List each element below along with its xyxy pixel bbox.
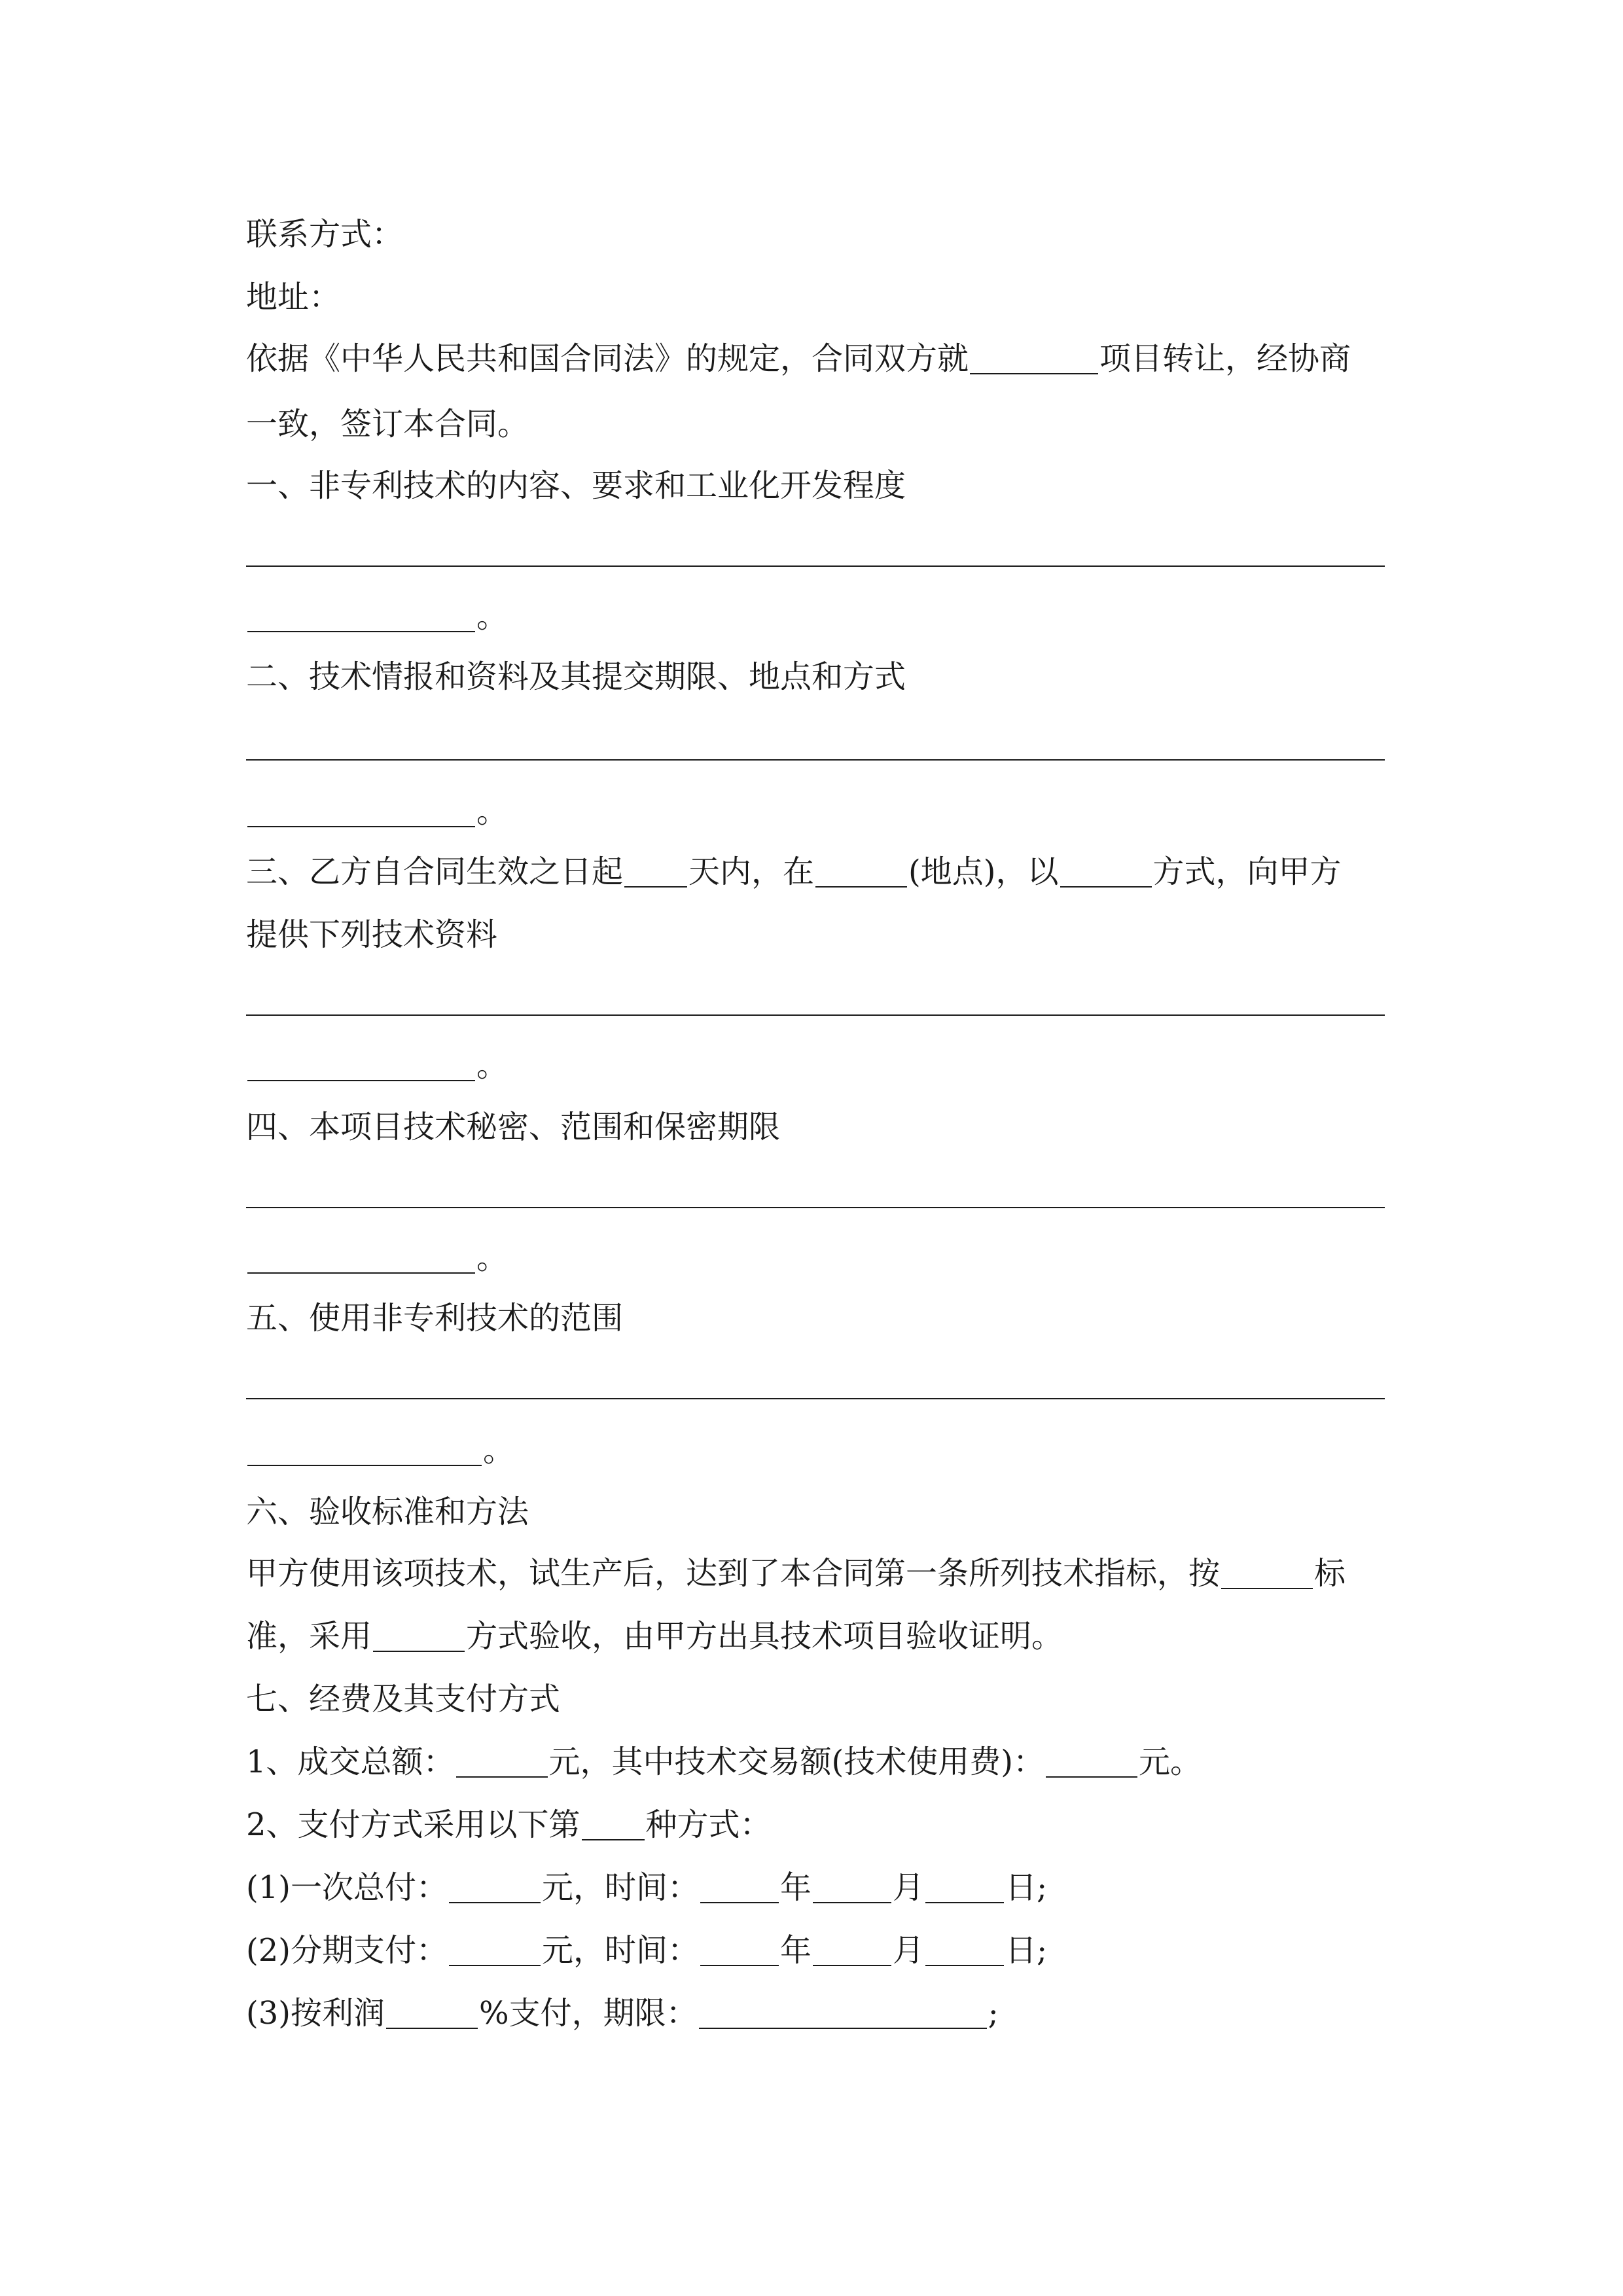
location-blank (815, 855, 907, 888)
contact-line (246, 215, 1385, 254)
section-text: (1)一次总付： (246, 1869, 448, 1906)
fill-blank (247, 1241, 475, 1274)
section-6-line-2 (246, 1617, 1385, 1656)
section-text: 方式，向甲方 (1152, 853, 1342, 890)
period: 。 (476, 1240, 508, 1276)
section-text: %支付，期限： (479, 1995, 698, 2032)
month-blank (813, 1871, 891, 1903)
section-text: 元。 (1139, 1744, 1202, 1780)
section-title: 四、本项目技术秘密、范围和保密期限 (246, 1109, 781, 1145)
section-3-line-2 (246, 915, 1385, 954)
option-number-blank (582, 1808, 645, 1840)
section-5-fill-end (246, 1431, 1385, 1470)
fill-blank (247, 600, 475, 632)
section-1-fill-end (246, 597, 1385, 636)
section-title: 二、技术情报和资料及其提交期限、地点和方式 (246, 658, 906, 695)
section-7-title (246, 1679, 1385, 1719)
total-amount-blank (456, 1745, 548, 1778)
section-text: 标 (1314, 1555, 1346, 1592)
section-text: ; (988, 1995, 999, 2032)
section-title: 七、经费及其支付方式 (246, 1681, 561, 1717)
period: 。 (476, 793, 508, 830)
year-blank (700, 1933, 779, 1966)
section-text: 提供下列技术资料 (246, 916, 498, 953)
fill-blank (247, 1433, 482, 1466)
section-text: (地点)，以 (908, 853, 1059, 890)
fill-blank (247, 795, 475, 827)
intro-text: 一致，签订本合同。 (246, 406, 529, 442)
project-blank (970, 342, 1098, 374)
section-text: 天内，在 (688, 853, 815, 890)
section-text: 2、支付方式采用以下第 (246, 1806, 580, 1843)
payment-option-1 (246, 1868, 1385, 1907)
section-text: 方式验收，由甲方出具技术项目验收证明。 (466, 1618, 1063, 1655)
section-text: 月 (893, 1869, 925, 1906)
section-text: (2)分期支付： (246, 1932, 448, 1969)
section-text: 元，时间： (542, 1932, 700, 1969)
month-blank (813, 1933, 891, 1966)
section-2-title (246, 657, 1385, 696)
address-label: 地址： (246, 279, 341, 315)
fill-blank (247, 1049, 475, 1081)
payment-option-3 (246, 1994, 1385, 2033)
day-blank (925, 1933, 1004, 1966)
section-3-fill-line (246, 1014, 1385, 1016)
section-7-item-2 (246, 1805, 1385, 1844)
intro-text: 项目转让，经协商 (1099, 340, 1351, 377)
section-4-fill-line (246, 1207, 1385, 1208)
address-line (246, 278, 1385, 317)
section-4-title (246, 1107, 1385, 1147)
period: 。 (483, 1432, 515, 1469)
section-title: 六、验收标准和方法 (246, 1494, 529, 1530)
section-text: 元，其中技术交易额(技术使用费)： (548, 1744, 1045, 1780)
section-text: 种方式： (645, 1806, 772, 1843)
intro-text: 依据《中华人民共和国合同法》的规定，合同双方就 (246, 340, 969, 377)
section-text: 元，时间： (542, 1869, 700, 1906)
year-blank (700, 1871, 779, 1903)
section-title: 三、乙方自合同生效之日起 (246, 853, 624, 890)
section-text: 甲方使用该项技术，试生产后，达到了本合同第一条所列技术指标，按 (246, 1555, 1221, 1592)
amount-blank (449, 1871, 541, 1903)
section-text: 准，采用 (246, 1618, 372, 1655)
section-3-fill-end (246, 1046, 1385, 1085)
intro-line-1 (246, 339, 1385, 378)
section-text: 日; (1005, 1932, 1048, 1969)
section-text: 年 (780, 1932, 812, 1969)
section-7-item-1 (246, 1742, 1385, 1782)
period: 。 (476, 1047, 508, 1084)
period: 。 (476, 598, 508, 635)
section-5-fill-line (246, 1398, 1385, 1399)
percent-blank (386, 1996, 478, 2029)
section-title: 一、非专利技术的内容、要求和工业化开发程度 (246, 467, 906, 504)
section-text: 1、成交总额： (246, 1744, 455, 1780)
section-title: 五、使用非专利技术的范围 (246, 1300, 624, 1336)
section-text: 日; (1005, 1869, 1048, 1906)
section-6-line-1 (246, 1554, 1385, 1593)
section-6-title (246, 1492, 1385, 1532)
section-2-fill-line (246, 759, 1385, 761)
section-3-line-1 (246, 852, 1385, 891)
amount-blank (449, 1933, 541, 1966)
intro-line-2 (246, 404, 1385, 444)
payment-option-2 (246, 1931, 1385, 1970)
section-text: (3)按利润 (246, 1995, 385, 2032)
section-text: 年 (780, 1869, 812, 1906)
section-text: 月 (893, 1932, 925, 1969)
standard-blank (1221, 1556, 1313, 1589)
contact-label: 联系方式： (246, 216, 404, 253)
section-1-fill-line (246, 565, 1385, 567)
method-blank (1060, 855, 1152, 888)
section-2-fill-end (246, 792, 1385, 831)
day-blank (925, 1871, 1004, 1903)
section-1-title (246, 466, 1385, 505)
days-blank (624, 855, 687, 888)
tech-fee-blank (1046, 1745, 1137, 1778)
term-blank (699, 1996, 987, 2029)
section-4-fill-end (246, 1238, 1385, 1278)
section-5-title (246, 1299, 1385, 1338)
acceptance-method-blank (373, 1619, 465, 1652)
